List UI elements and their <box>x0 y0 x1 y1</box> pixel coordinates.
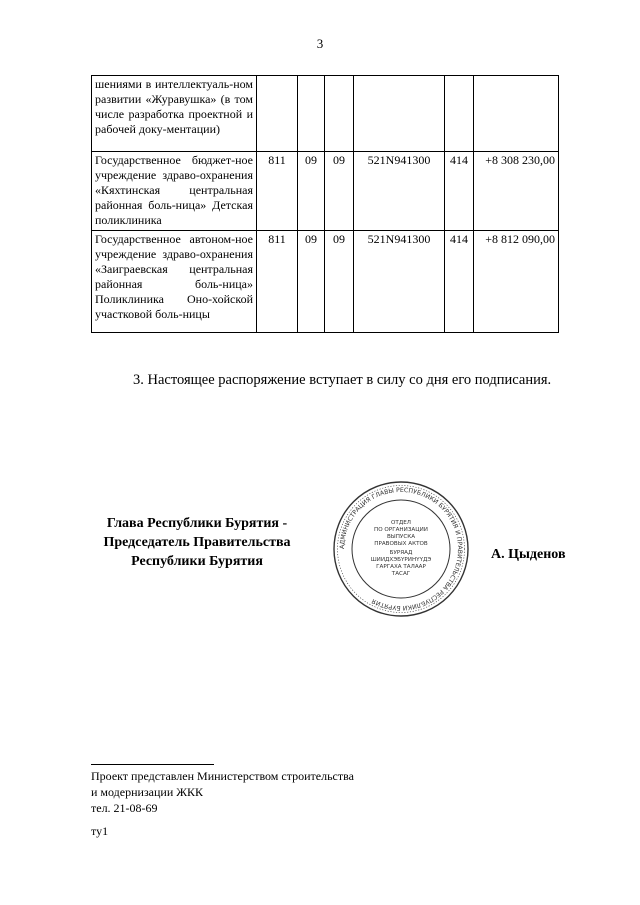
footnote-line: Проект представлен Министерством строительства <box>91 769 354 783</box>
seal-center-line: ОТДЕЛ <box>391 520 411 526</box>
clause-text: 3. Настоящее распоряжение вступает в силу со дня его подписания. <box>133 372 552 388</box>
table-row <box>92 231 559 333</box>
document-code: ту1 <box>91 824 109 838</box>
subsection-code-cell: 09 <box>325 152 354 231</box>
seal-outer-text: АДМИНИСТРАЦИЯ ГЛАВЫ РЕСПУБЛИКИ БУРЯТИЯ И ПРАВИТЕЛЬСТВА РЕСПУБЛИКИ БУРЯТИЯ <box>338 486 464 612</box>
expense-type-cell: 414 <box>445 231 474 333</box>
institution-name-cell: Государственное автоном-ное учреждение здраво-охранения «Заиграевская центральная районная боль-ница» Поликлиника Оно-хойской участковой боль-ницы <box>92 231 257 333</box>
institution-name-cell: шениями в интеллектуаль-ном развитии «Журавушка» (в том числе разработка проектной и рабочей доку-ментации) <box>92 76 257 152</box>
table-row <box>92 76 559 152</box>
footnote-divider <box>91 764 214 765</box>
seal-dotted-ring <box>338 486 465 613</box>
footnote-line: и модернизации ЖКК <box>91 785 204 799</box>
official-seal <box>332 480 470 618</box>
ministry-code-cell <box>257 76 298 152</box>
subsection-code-cell: 09 <box>325 231 354 333</box>
signatory-title-line: Глава Республики Бурятия - <box>106 516 288 531</box>
seal-center-line: ПРАВОВЫХ АКТОВ <box>374 541 428 547</box>
institution-name-cell: Государственное бюджет-ное учреждение здраво-охранения «Кяхтинская центральная районная боль-ница» Детская поликлиника <box>92 152 257 231</box>
target-code-cell: 521N941300 <box>354 152 445 231</box>
expense-type-cell: 414 <box>445 152 474 231</box>
section-code-cell <box>298 76 325 152</box>
signatory-title-line: Республики Бурятия <box>131 554 263 569</box>
table-row <box>92 152 559 231</box>
section-code-cell: 09 <box>298 231 325 333</box>
seal-center-text <box>371 520 432 577</box>
expense-type-cell <box>445 76 474 152</box>
footnote-line: тел. 21-08-69 <box>91 801 158 815</box>
seal-center-line: ТАСАГ <box>391 571 411 577</box>
seal-inner-ring <box>352 500 450 598</box>
signatory-title <box>86 514 308 571</box>
seal-center-line: ПО ОРГАНИЗАЦИИ <box>374 527 428 533</box>
seal-center-line: ГАРГАХА ТАЛААР <box>376 564 426 570</box>
page-number: 3 <box>316 36 324 51</box>
seal-center-line: ВЫПУСКА <box>386 534 416 540</box>
seal-center-line: БУРЯАД <box>389 550 413 556</box>
seal-center-line: ШИИДХЭБҮРИНҮҮДЭ <box>370 557 432 563</box>
amount-cell: +8 812 090,00 <box>474 231 559 333</box>
subsection-code-cell <box>325 76 354 152</box>
footnote <box>91 768 411 816</box>
amount-cell <box>474 76 559 152</box>
signatory-name: А. Цыденов <box>491 547 566 562</box>
ministry-code-cell: 811 <box>257 231 298 333</box>
seal-outer-ring <box>334 482 468 616</box>
amount-cell: +8 308 230,00 <box>474 152 559 231</box>
section-code-cell: 09 <box>298 152 325 231</box>
target-code-cell: 521N941300 <box>354 231 445 333</box>
ministry-code-cell: 811 <box>257 152 298 231</box>
signatory-title-line: Председатель Правительства <box>103 535 291 550</box>
budget-table <box>91 75 559 333</box>
target-code-cell <box>354 76 445 152</box>
